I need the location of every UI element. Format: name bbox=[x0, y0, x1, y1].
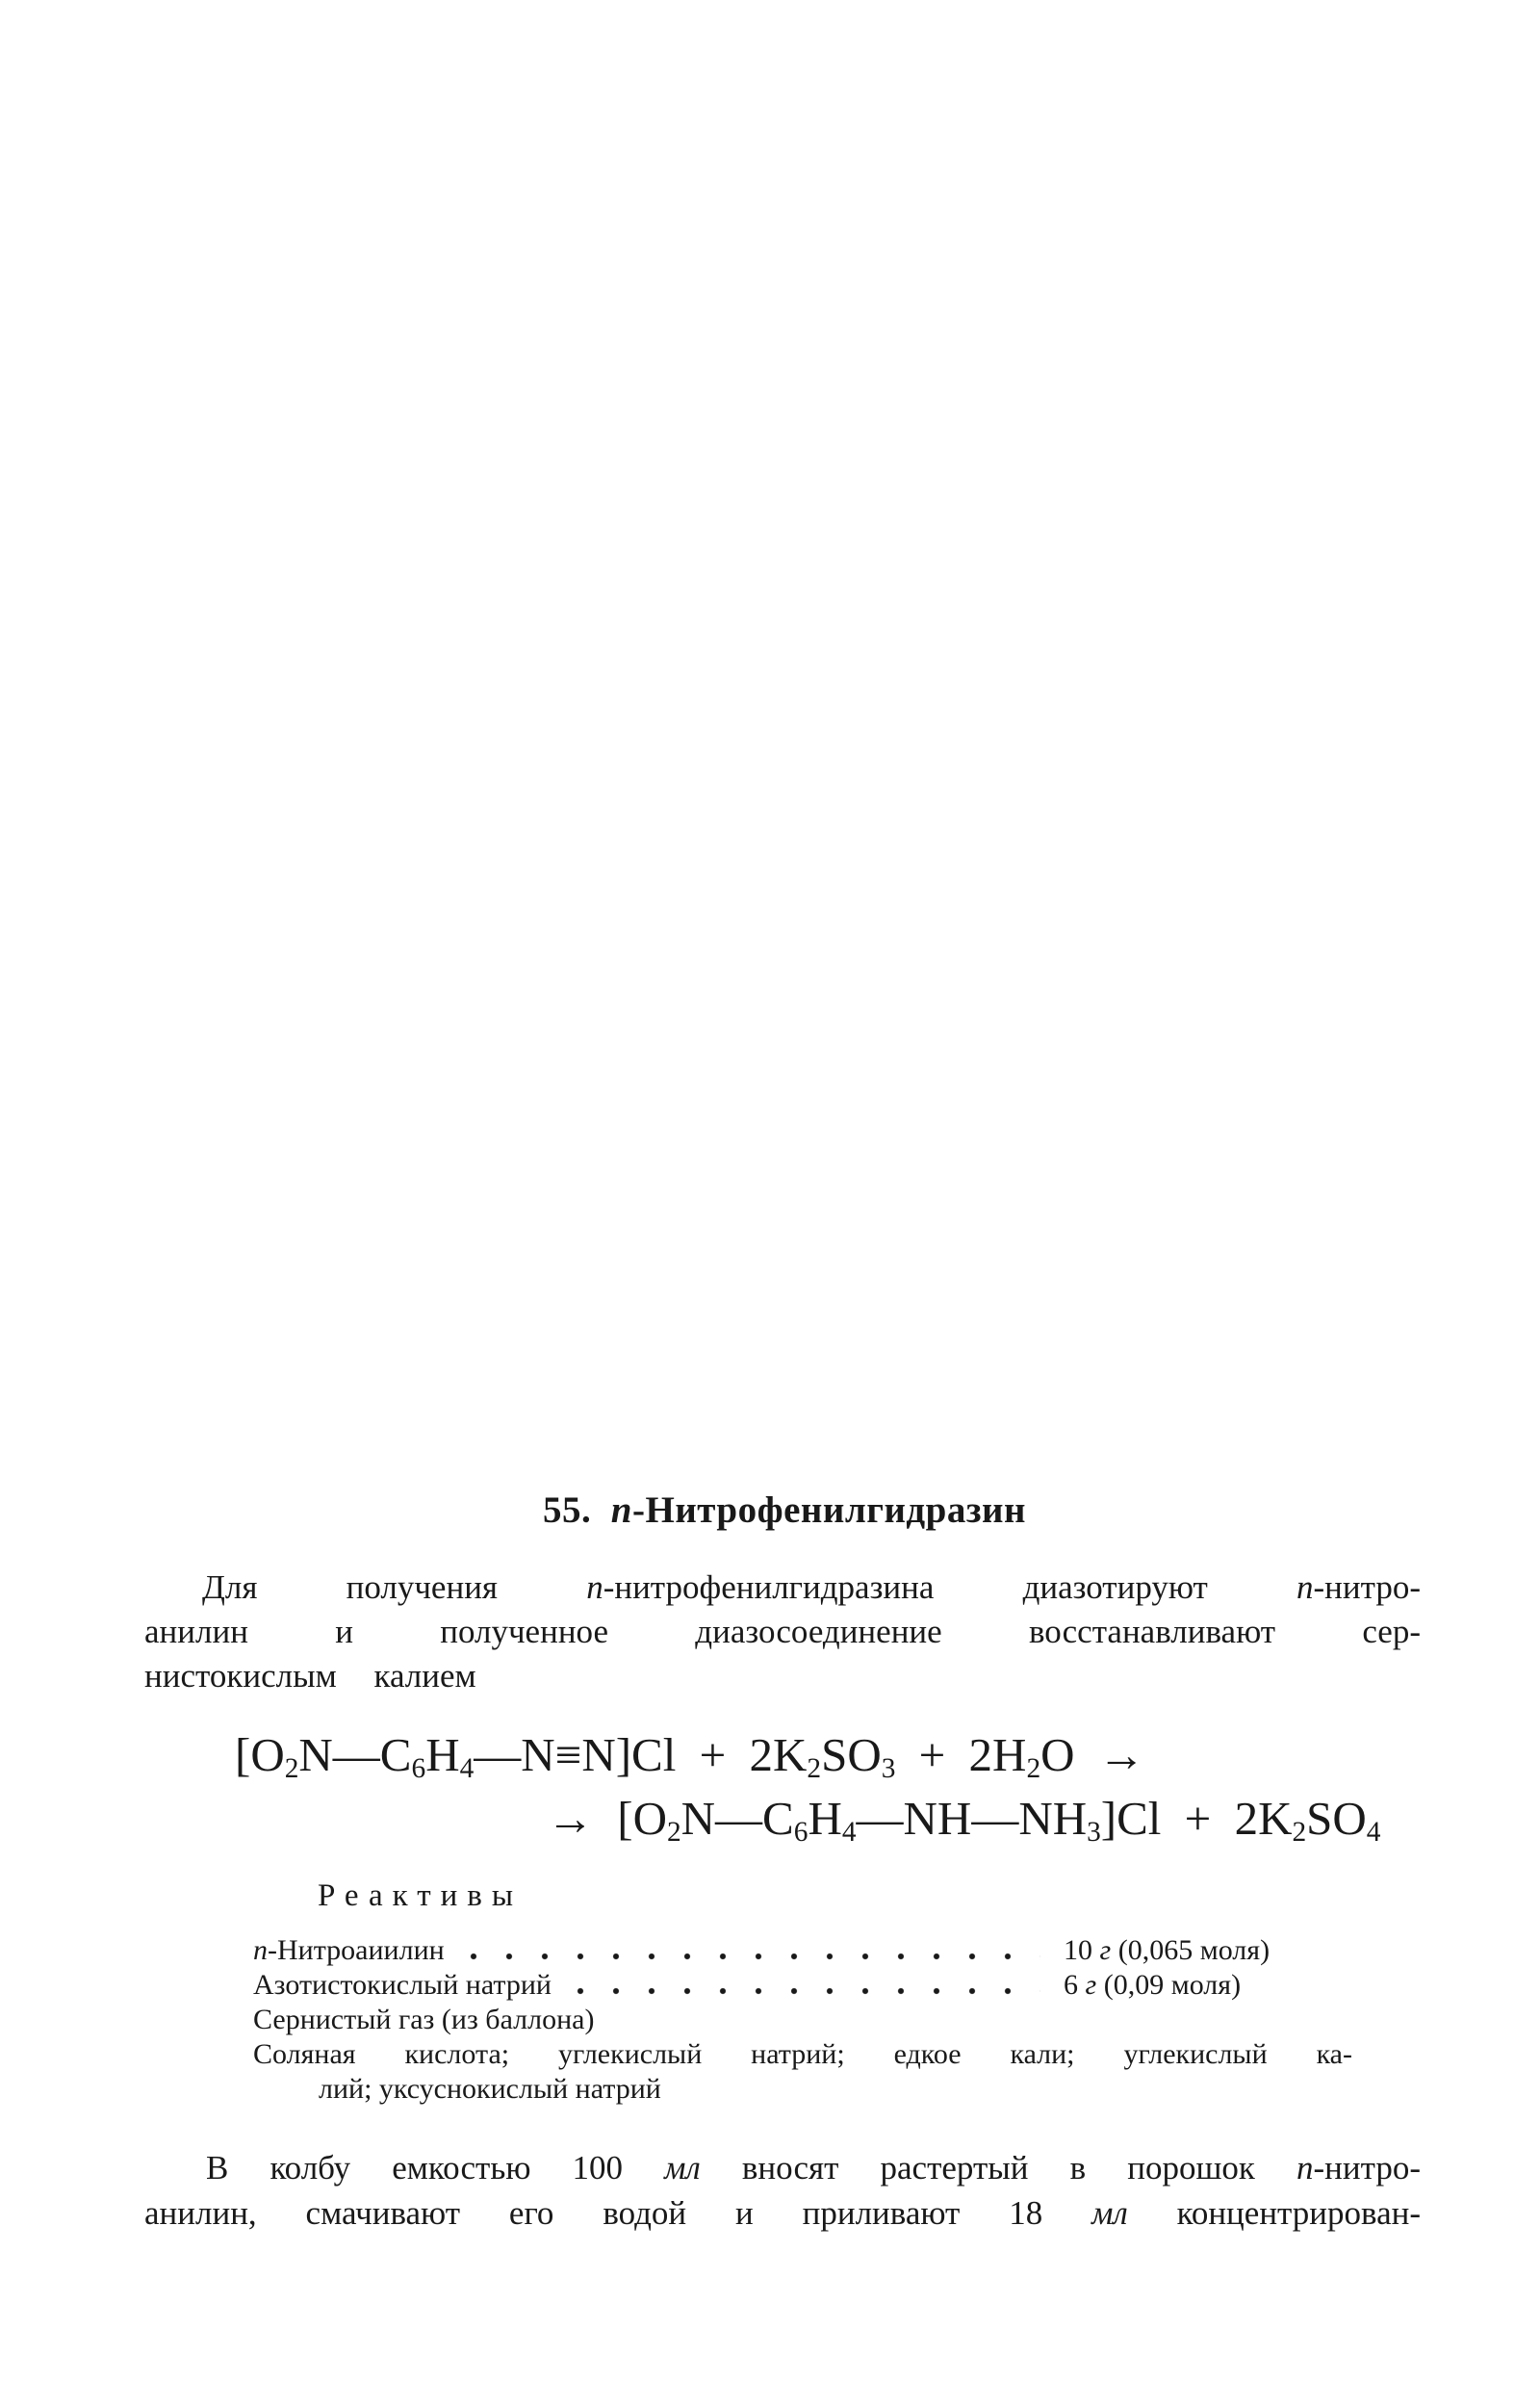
text-segment: 4 bbox=[1366, 1817, 1381, 1849]
text-segment: —N≡N]Cl bbox=[474, 1728, 677, 1781]
text-segment: H bbox=[425, 1728, 460, 1781]
text-segment: 2H bbox=[968, 1728, 1027, 1781]
text-segment: 2 bbox=[807, 1753, 822, 1785]
intro-paragraph bbox=[144, 1566, 1421, 1698]
reagents-header: Реактивы bbox=[318, 1878, 524, 1913]
text-segment: 2 bbox=[666, 1817, 681, 1849]
dotted-leader bbox=[577, 1986, 1040, 1996]
section-title bbox=[144, 1488, 1424, 1532]
text-segment: -Нитрофенилгидразин bbox=[632, 1489, 1026, 1531]
reagent-name bbox=[253, 1933, 445, 1968]
text-segment: п bbox=[586, 1568, 603, 1606]
text-segment: -Нитроаиилин bbox=[268, 1934, 445, 1966]
text-segment: п bbox=[1296, 2149, 1314, 2187]
paragraph-line bbox=[144, 1610, 1421, 1654]
text-segment: H bbox=[808, 1792, 842, 1845]
text-segment: 2 bbox=[1026, 1753, 1041, 1785]
paragraph-line bbox=[144, 1566, 1421, 1610]
text-segment: нистокислым калием bbox=[144, 1657, 476, 1695]
text-segment: —NH—NH bbox=[856, 1792, 1088, 1845]
text-segment: анилин, смачивают его водой и приливают 18 bbox=[144, 2194, 1092, 2232]
reagent-name bbox=[253, 1968, 552, 2003]
text-segment: -нитрофенилгидразина диазотируют bbox=[603, 1568, 1296, 1606]
reagent-row bbox=[253, 1968, 1352, 2003]
reagent-row bbox=[253, 2037, 1352, 2072]
text-segment: + bbox=[676, 1728, 750, 1781]
dotted-leader bbox=[470, 1952, 1040, 1961]
text-segment: -нитро- bbox=[1313, 2149, 1421, 2187]
text-segment: г bbox=[1085, 1969, 1097, 2001]
reagent-value bbox=[1064, 1933, 1352, 1968]
chemical-equation-line-2 bbox=[547, 1791, 1381, 1849]
body-paragraph bbox=[144, 2145, 1421, 2236]
reagent-row bbox=[253, 2003, 1352, 2037]
text-segment: анилин и полученное диазосоединение восстанавливают сер- bbox=[144, 1613, 1421, 1650]
paragraph-line bbox=[144, 2190, 1421, 2236]
text-segment: п bbox=[610, 1489, 632, 1531]
text-segment: п bbox=[1296, 1568, 1314, 1606]
text-segment: [O bbox=[235, 1728, 285, 1781]
text-segment: Сернистый газ (из баллона) bbox=[253, 2004, 595, 2035]
reagents-list bbox=[253, 1933, 1352, 2107]
text-segment: Азотистокислый натрий bbox=[253, 1969, 552, 2001]
text-segment: В колбу емкостью 100 bbox=[206, 2149, 665, 2187]
text-segment: 4 bbox=[841, 1817, 857, 1849]
text-segment: → [O bbox=[547, 1792, 667, 1845]
text-segment: N—C bbox=[298, 1728, 412, 1781]
text-segment: мл bbox=[1091, 2194, 1128, 2232]
text-segment: 6 bbox=[411, 1753, 426, 1785]
paragraph-line bbox=[144, 2145, 1421, 2190]
text-segment: 3 bbox=[1087, 1817, 1101, 1849]
chemical-equation-line-1 bbox=[235, 1727, 1145, 1785]
text-segment: → bbox=[1074, 1728, 1145, 1781]
text-segment: г bbox=[1099, 1934, 1112, 1966]
text-segment: (0,09 моля) bbox=[1096, 1969, 1242, 2001]
text-segment: лий; уксуснокислый натрий bbox=[319, 2073, 661, 2105]
reagent-value bbox=[1064, 1968, 1352, 2003]
text-segment: 3 bbox=[881, 1753, 896, 1785]
text-segment: 55. bbox=[543, 1489, 611, 1531]
text-segment: 10 bbox=[1064, 1934, 1100, 1966]
text-segment: Для получения bbox=[202, 1568, 587, 1606]
text-segment: 2 bbox=[284, 1753, 299, 1785]
text-segment: концентрирован- bbox=[1127, 2194, 1421, 2232]
text-segment: SO bbox=[821, 1728, 882, 1781]
text-segment: 6 bbox=[1064, 1969, 1086, 2001]
text-segment: 2K bbox=[1234, 1792, 1293, 1845]
text-segment: вносят растертый в порошок bbox=[700, 2149, 1296, 2187]
text-segment: 4 bbox=[459, 1753, 475, 1785]
reagent-row bbox=[253, 1933, 1352, 1968]
text-segment: + bbox=[895, 1728, 969, 1781]
text-segment: (0,065 моля) bbox=[1111, 1934, 1270, 1966]
text-segment: мл bbox=[664, 2149, 701, 2187]
reagent-row-continuation bbox=[253, 2072, 1352, 2107]
text-segment: 2K bbox=[749, 1728, 808, 1781]
text-segment: N—C bbox=[680, 1792, 794, 1845]
paragraph-line bbox=[144, 1654, 1421, 1698]
text-segment: 6 bbox=[793, 1817, 808, 1849]
text-segment: 2 bbox=[1292, 1817, 1307, 1849]
text-segment: + bbox=[1161, 1792, 1235, 1845]
text-segment: O bbox=[1040, 1728, 1075, 1781]
text-segment: Соляная кислота; углекислый натрий; едкое кали; углекислый ка- bbox=[253, 2038, 1352, 2070]
text-segment: п bbox=[253, 1934, 268, 1966]
text-segment: -нитро- bbox=[1313, 1568, 1421, 1606]
text-segment: SO bbox=[1306, 1792, 1367, 1845]
text-segment: ]Cl bbox=[1100, 1792, 1162, 1845]
